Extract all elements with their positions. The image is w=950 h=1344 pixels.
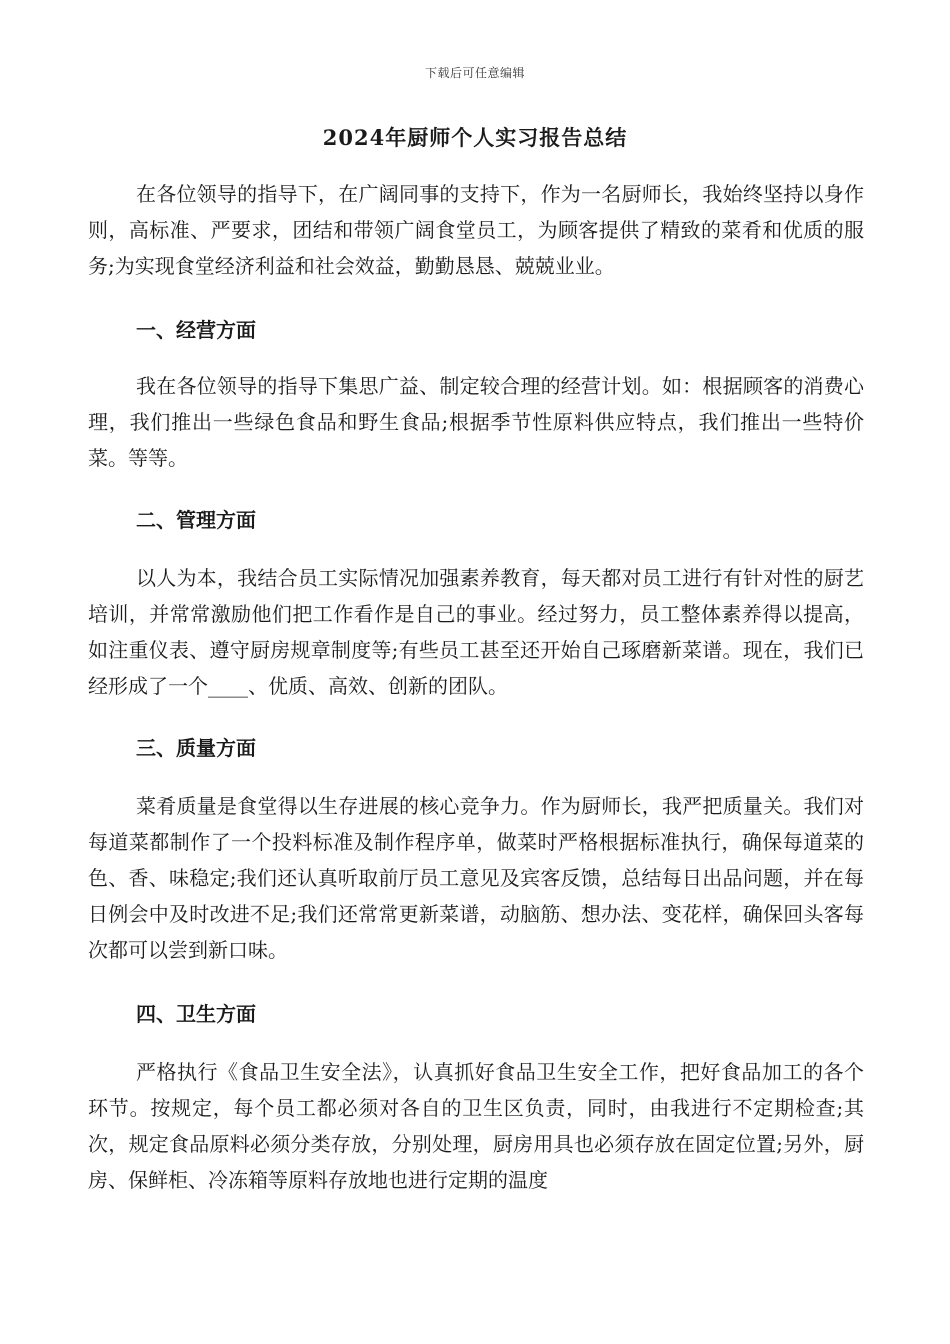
section-body-operations: 我在各位领导的指导下集思广益、制定较合理的经营计划。如：根据顾客的消费心理，我们推出一些绿色食品和野生食品;根据季节性原料供应特点，我们推出一些特价菜。等等。 [88,374,864,470]
section-heading-operations: 一、经营方面 [136,318,256,342]
section-body-hygiene: 严格执行《食品卫生安全法》，认真抓好食品卫生安全工作，把好食品加工的各个环节。按规定，每个员工都必须对各自的卫生区负责，同时，由我进行不定期检查;其次，规定食品原料必须分类存放，分别处理，厨房用具也必须存放在固定位置;另外，厨房、保鲜柜、冷冻箱等原料存放地也进行定期的温度 [88,1060,864,1192]
section-heading-hygiene: 四、卫生方面 [136,1002,256,1026]
page-title: 2024年厨师个人实习报告总结 [322,125,628,150]
section-heading-quality: 三、质量方面 [136,736,256,760]
section-body-quality: 菜肴质量是食堂得以生存进展的核心竞争力。作为厨师长，我严把质量关。我们对每道菜都制作了一个投料标准及制作程序单，做菜时严格根据标准执行，确保每道菜的色、香、味稳定;我们还认真听取前厅员工意见及宾客反馈，总结每日出品问题，并在每日例会中及时改进不足;我们还常常更新菜谱，动脑筋、想办法、变花样，确保回头客每次都可以尝到新口味。 [88,794,864,962]
intro-paragraph: 在各位领导的指导下，在广阔同事的支持下，作为一名厨师长，我始终坚持以身作则，高标准、严要求，团结和带领广阔食堂员工，为顾客提供了精致的菜肴和优质的服务;为实现食堂经济利益和社会效益，勤勤恳恳、兢兢业业。 [88,182,864,278]
header-note: 下载后可任意编辑 [424,66,525,80]
section-body-management: 以人为本，我结合员工实际情况加强素养教育，每天都对员工进行有针对性的厨艺培训，并常常激励他们把工作看作是自己的事业。经过努力，员工整体素养得以提高，如注重仪表、遵守厨房规章制度等;有些员工甚至还开始自己琢磨新菜谱。现在，我们已经形成了一个____、优质、高效、创新的团队。 [88,566,864,698]
section-heading-management: 二、管理方面 [136,508,256,532]
